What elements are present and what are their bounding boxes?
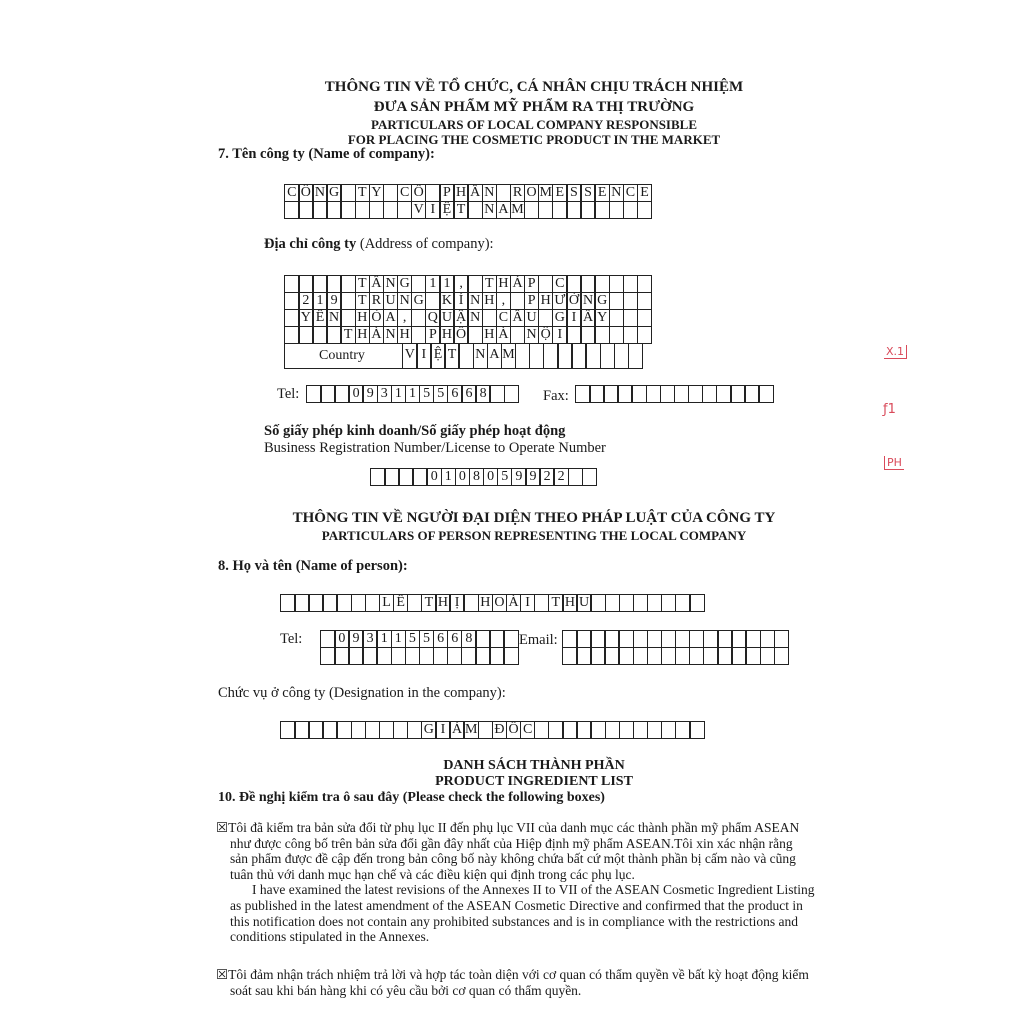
form-cell[interactable]: Ê bbox=[393, 594, 409, 612]
form-cell[interactable]: 0 bbox=[455, 468, 471, 486]
form-cell[interactable]: , bbox=[453, 275, 469, 293]
form-cell[interactable]: E bbox=[594, 184, 610, 202]
form-cell[interactable]: 1 bbox=[425, 275, 441, 293]
form-cell[interactable] bbox=[628, 343, 644, 369]
form-cell[interactable]: L bbox=[379, 594, 395, 612]
person-tel-row-2[interactable] bbox=[320, 647, 518, 665]
form-cell[interactable]: Q bbox=[425, 309, 441, 327]
form-cell[interactable]: N bbox=[467, 309, 483, 327]
form-cell[interactable]: 6 bbox=[461, 385, 477, 403]
address-label bbox=[264, 236, 494, 253]
form-cell[interactable] bbox=[637, 201, 653, 219]
form-cell[interactable]: 1 bbox=[441, 468, 457, 486]
form-cell[interactable]: H bbox=[482, 326, 498, 344]
form-cell[interactable]: Ị bbox=[449, 594, 465, 612]
person-tel-label: Tel: bbox=[280, 631, 303, 647]
form-cell[interactable]: T bbox=[355, 275, 371, 293]
form-cell[interactable]: 9 bbox=[511, 468, 527, 486]
form-cell[interactable]: C bbox=[520, 721, 536, 739]
company-name-label: 7. Tên công ty (Name of company): bbox=[218, 146, 435, 162]
decl1-vn-line: ☒Tôi đã kiểm tra bản sửa đổi từ phụ lục II đến phụ lục VII của danh mục các thành phần mỹ phẩm ASEAN bbox=[216, 820, 800, 835]
form-cell[interactable] bbox=[758, 385, 774, 403]
form-cell[interactable]: 5 bbox=[419, 630, 435, 648]
form-cell[interactable]: T bbox=[355, 292, 371, 310]
decl1-en-line: I have examined the latest revisions of the Annexes II to VII of the ASEAN Cosmetic Ingredient Listing bbox=[252, 882, 815, 898]
header-en-line2: FOR PLACING THE COSMETIC PRODUCT IN THE MARKET bbox=[347, 132, 721, 147]
form-cell[interactable]: G bbox=[326, 184, 342, 202]
form-cell[interactable]: H bbox=[478, 594, 494, 612]
declaration-paragraph-1 bbox=[216, 820, 856, 945]
form-cell[interactable]: 2 bbox=[539, 468, 555, 486]
form-cell[interactable]: Ổ bbox=[411, 184, 427, 202]
company-fax-label: Fax: bbox=[543, 388, 569, 404]
form-cell[interactable]: Y bbox=[369, 184, 385, 202]
address-row-3[interactable] bbox=[284, 309, 651, 327]
form-cell[interactable]: 2 bbox=[553, 468, 569, 486]
form-cell[interactable]: H bbox=[562, 594, 578, 612]
license-number-row[interactable] bbox=[370, 468, 596, 486]
company-fax-row[interactable] bbox=[575, 385, 773, 403]
form-cell[interactable]: V bbox=[402, 343, 418, 369]
form-cell[interactable] bbox=[689, 594, 705, 612]
form-cell[interactable]: I bbox=[416, 343, 432, 369]
form-cell[interactable]: Ấ bbox=[580, 309, 596, 327]
form-cell[interactable]: Ư bbox=[552, 292, 568, 310]
address-row-4[interactable] bbox=[284, 326, 651, 344]
form-cell[interactable]: 1 bbox=[439, 275, 455, 293]
form-cell[interactable] bbox=[503, 647, 519, 665]
form-cell[interactable]: , bbox=[397, 309, 413, 327]
form-cell[interactable]: H bbox=[496, 275, 512, 293]
form-cell[interactable] bbox=[774, 630, 790, 648]
form-cell[interactable]: N bbox=[312, 184, 328, 202]
ingredients-en: PRODUCT INGREDIENT LIST bbox=[435, 774, 633, 789]
form-cell[interactable]: N bbox=[397, 292, 413, 310]
person-name-label: 8. Họ và tên (Name of person): bbox=[218, 558, 408, 574]
form-cell[interactable]: À bbox=[369, 326, 385, 344]
rep-header-vn: THÔNG TIN VỀ NGƯỜI ĐẠI DIỆN THEO PHÁP LUẬT CỦA CÔNG TY bbox=[292, 510, 776, 526]
form-cell[interactable]: A bbox=[496, 201, 512, 219]
country-row[interactable] bbox=[402, 343, 642, 369]
form-cell[interactable]: C bbox=[284, 184, 300, 202]
form-cell[interactable]: Ệ bbox=[439, 201, 455, 219]
form-cell[interactable]: Ầ bbox=[510, 309, 526, 327]
form-cell[interactable]: Ê bbox=[312, 309, 328, 327]
form-cell[interactable]: T bbox=[548, 594, 564, 612]
address-row-1[interactable] bbox=[284, 275, 651, 293]
form-cell[interactable]: Ờ bbox=[566, 292, 582, 310]
form-cell[interactable]: T bbox=[355, 184, 371, 202]
margin-stamp-2: ƒ1 bbox=[883, 402, 896, 417]
form-cell[interactable]: 0 bbox=[483, 468, 499, 486]
form-cell[interactable]: C bbox=[496, 309, 512, 327]
form-cell[interactable]: H bbox=[482, 292, 498, 310]
form-cell[interactable]: G bbox=[421, 721, 437, 739]
form-cell[interactable]: S bbox=[580, 184, 596, 202]
person-email-row-1[interactable] bbox=[562, 630, 788, 648]
form-cell[interactable]: I bbox=[520, 594, 536, 612]
ingredients-vn: DANH SÁCH THÀNH PHẦN bbox=[443, 758, 625, 773]
person-email-label: Email: bbox=[519, 632, 558, 648]
form-cell[interactable]: 1 bbox=[405, 385, 421, 403]
form-cell[interactable]: 9 bbox=[525, 468, 541, 486]
form-cell[interactable]: M bbox=[539, 185, 552, 200]
check-boxes-label: 10. Đề nghị kiểm tra ô sau đây (Please check the following boxes) bbox=[218, 790, 605, 805]
form-cell[interactable]: Ô bbox=[298, 184, 314, 202]
country-label-cell bbox=[284, 343, 403, 369]
country-label: Country bbox=[319, 348, 365, 363]
form-cell[interactable]: À bbox=[496, 326, 512, 344]
form-cell[interactable]: P bbox=[425, 326, 441, 344]
header-vn-line1: THÔNG TIN VỀ TỔ CHỨC, CÁ NHÂN CHỊU TRÁCH NHIỆM bbox=[324, 79, 744, 95]
address-label-en: (Address of company): bbox=[356, 236, 494, 252]
form-cell[interactable]: H bbox=[355, 326, 371, 344]
header-en-line1: PARTICULARS OF LOCAL COMPANY RESPONSIBLE bbox=[370, 117, 698, 132]
form-cell[interactable]: M bbox=[464, 722, 478, 737]
address-label-vn: Địa chỉ công ty bbox=[264, 236, 357, 252]
form-cell[interactable]: T bbox=[482, 275, 498, 293]
form-cell[interactable]: I bbox=[425, 201, 441, 219]
decl1-vn-line: sản phẩm được đề cập đến trong bản công bố này không chứa bất cứ một thành phần bị cấm nào và cũng bbox=[230, 851, 796, 867]
form-cell[interactable]: N bbox=[383, 275, 399, 293]
form-cell[interactable]: Y bbox=[594, 309, 610, 327]
person-name-row[interactable] bbox=[280, 594, 703, 612]
form-cell[interactable]: 8 bbox=[461, 630, 477, 648]
form-cell[interactable]: 3 bbox=[362, 630, 378, 648]
form-cell[interactable]: O bbox=[492, 594, 508, 612]
form-cell[interactable]: M bbox=[511, 202, 524, 217]
form-cell[interactable]: I bbox=[435, 721, 451, 739]
designation-label: Chức vụ ở công ty (Designation in the company): bbox=[218, 685, 506, 701]
form-cell[interactable]: Ầ bbox=[467, 184, 483, 202]
license-label-en: Business Registration Number/License to Operate Number bbox=[264, 440, 606, 456]
form-cell[interactable]: 1 bbox=[391, 385, 407, 403]
form-cell[interactable]: Đ bbox=[492, 721, 508, 739]
form-cell[interactable]: 5 bbox=[405, 630, 421, 648]
form-cell[interactable]: U bbox=[383, 292, 399, 310]
form-cell[interactable]: Ầ bbox=[369, 275, 385, 293]
form-cell[interactable]: P bbox=[524, 292, 540, 310]
form-cell[interactable]: 6 bbox=[433, 630, 449, 648]
form-cell[interactable]: C bbox=[623, 184, 639, 202]
form-cell[interactable]: E bbox=[552, 184, 568, 202]
form-cell[interactable]: T bbox=[444, 343, 460, 369]
rep-header-en: PARTICULARS OF PERSON REPRESENTING THE LOCAL COMPANY bbox=[321, 528, 747, 543]
form-cell[interactable]: N bbox=[482, 201, 498, 219]
form-cell[interactable]: Á bbox=[510, 275, 526, 293]
form-cell[interactable]: V bbox=[411, 201, 427, 219]
form-cell[interactable]: N bbox=[326, 309, 342, 327]
form-cell[interactable]: Í bbox=[453, 292, 469, 310]
form-cell[interactable]: U bbox=[524, 309, 540, 327]
form-cell[interactable]: 2 bbox=[298, 292, 314, 310]
form-cell[interactable]: E bbox=[637, 184, 653, 202]
decl1-vn-line: như được công bố trên bản sửa đổi gần đây nhất của Hiệp định mỹ phẩm ASEAN.Tôi xin xác nhận rằng bbox=[230, 835, 793, 851]
form-cell[interactable]: U bbox=[576, 594, 592, 612]
form-cell[interactable]: 8 bbox=[469, 468, 485, 486]
form-cell[interactable]: G bbox=[397, 275, 413, 293]
form-cell[interactable]: G bbox=[594, 292, 610, 310]
form-cell[interactable]: 1 bbox=[312, 292, 328, 310]
form-cell[interactable]: H bbox=[538, 292, 554, 310]
form-cell[interactable]: H bbox=[355, 309, 371, 327]
decl1-vn-line: tuân thủ với danh mục hạn chế và các điều kiện qui định trong các phụ lục. bbox=[230, 866, 635, 882]
form-cell[interactable] bbox=[774, 647, 790, 665]
form-cell[interactable] bbox=[504, 385, 520, 403]
form-cell[interactable]: À bbox=[506, 594, 522, 612]
form-cell[interactable]: 6 bbox=[447, 385, 463, 403]
form-cell[interactable]: 0 bbox=[334, 630, 350, 648]
company-name-row-1[interactable] bbox=[284, 184, 651, 202]
decl2-vn-line: soát sau khi bán hàng khi có yêu cầu bởi cơ quan có thẩm quyền. bbox=[230, 982, 582, 998]
form-cell[interactable]: R bbox=[510, 184, 526, 202]
form-cell[interactable]: 8 bbox=[475, 385, 491, 403]
form-cell[interactable]: T bbox=[453, 201, 469, 219]
form-cell[interactable]: N bbox=[482, 184, 498, 202]
form-cell[interactable]: 6 bbox=[447, 630, 463, 648]
form-cell[interactable]: C bbox=[552, 275, 568, 293]
form-cell[interactable] bbox=[582, 468, 598, 486]
decl1-en-line: conditions stipulated in the Annexes. bbox=[230, 929, 430, 945]
form-cell[interactable]: A bbox=[487, 343, 503, 369]
form-cell[interactable]: 5 bbox=[433, 385, 449, 403]
form-cell[interactable]: 5 bbox=[419, 385, 435, 403]
form-cell[interactable]: S bbox=[566, 184, 582, 202]
address-row-2[interactable] bbox=[284, 292, 651, 310]
form-cell[interactable]: 0 bbox=[426, 468, 442, 486]
form-cell[interactable] bbox=[637, 292, 653, 310]
form-cell[interactable]: Ệ bbox=[430, 343, 446, 369]
form-cell[interactable]: N bbox=[609, 184, 625, 202]
form-cell[interactable]: H bbox=[435, 594, 451, 612]
form-cell[interactable]: , bbox=[496, 292, 512, 310]
form-cell[interactable] bbox=[637, 309, 653, 327]
company-tel-row[interactable] bbox=[306, 385, 518, 403]
form-cell[interactable]: N bbox=[467, 292, 483, 310]
form-cell[interactable]: N bbox=[473, 343, 489, 369]
form-cell[interactable]: Y bbox=[298, 309, 314, 327]
form-cell[interactable]: P bbox=[524, 275, 540, 293]
form-cell[interactable]: I bbox=[552, 326, 568, 344]
form-cell[interactable]: M bbox=[501, 343, 517, 369]
form-cell[interactable]: 5 bbox=[497, 468, 513, 486]
form-cell[interactable]: Ố bbox=[506, 721, 522, 739]
form-cell[interactable]: H bbox=[453, 184, 469, 202]
form-cell[interactable]: N bbox=[524, 326, 540, 344]
form-cell[interactable]: Ố bbox=[453, 326, 469, 344]
form-cell[interactable]: H bbox=[439, 326, 455, 344]
form-cell[interactable]: A bbox=[383, 309, 399, 327]
form-cell[interactable]: 9 bbox=[362, 385, 378, 403]
form-cell[interactable]: I bbox=[566, 309, 582, 327]
form-cell[interactable]: H bbox=[397, 326, 413, 344]
form-cell[interactable]: O bbox=[524, 184, 540, 202]
decl1-en-line: as published in the latest amendment of the ASEAN Cosmetic Directive and confirmed that the product in bbox=[230, 897, 803, 913]
designation-row[interactable] bbox=[280, 721, 703, 739]
margin-stamp-3: PH bbox=[884, 456, 904, 470]
decl2-vn-line: ☒Tôi đảm nhận trách nhiệm trả lời và hợp tác toàn diện với cơ quan có thẩm quyền về bất kỳ hoạt động kiểm bbox=[216, 967, 809, 982]
form-cell[interactable] bbox=[503, 630, 519, 648]
company-name-row-2[interactable] bbox=[284, 201, 651, 219]
form-cell[interactable]: N bbox=[580, 292, 596, 310]
form-cell[interactable]: T bbox=[421, 594, 437, 612]
form-cell[interactable]: R bbox=[369, 292, 385, 310]
form-cell[interactable]: Ò bbox=[369, 309, 385, 327]
form-cell[interactable]: G bbox=[411, 292, 427, 310]
form-cell[interactable]: P bbox=[439, 184, 455, 202]
form-cell[interactable]: 1 bbox=[376, 630, 392, 648]
form-cell[interactable] bbox=[637, 275, 653, 293]
license-label-vn: Số giấy phép kinh doanh/Số giấy phép hoạt động bbox=[264, 423, 566, 439]
form-cell[interactable]: 3 bbox=[377, 385, 393, 403]
form-cell[interactable]: 9 bbox=[326, 292, 342, 310]
form-cell[interactable]: Ậ bbox=[453, 309, 469, 327]
form-cell[interactable]: U bbox=[439, 309, 455, 327]
form-cell[interactable]: 0 bbox=[348, 385, 364, 403]
form-cell[interactable] bbox=[637, 326, 653, 344]
person-email-row-2[interactable] bbox=[562, 647, 788, 665]
company-tel-label: Tel: bbox=[277, 386, 300, 402]
declaration-paragraph-2 bbox=[216, 967, 856, 998]
person-tel-row-1[interactable] bbox=[320, 630, 518, 648]
form-cell[interactable]: N bbox=[383, 326, 399, 344]
margin-stamp-1: X.1 bbox=[884, 345, 907, 359]
form-cell[interactable]: Á bbox=[449, 721, 465, 739]
form-cell[interactable]: K bbox=[439, 292, 455, 310]
form-cell[interactable]: Ộ bbox=[538, 326, 554, 344]
form-cell[interactable]: 1 bbox=[391, 630, 407, 648]
header-vn-line2: ĐƯA SẢN PHẨM MỸ PHẨM RA THỊ TRƯỜNG bbox=[373, 99, 695, 115]
form-cell[interactable]: T bbox=[340, 326, 356, 344]
form-cell[interactable] bbox=[689, 721, 705, 739]
form-cell[interactable]: C bbox=[397, 184, 413, 202]
decl1-en-line: this notification does not contain any prohibited substances and is in compliance with the restrictions and bbox=[230, 913, 799, 929]
form-cell[interactable]: G bbox=[552, 309, 568, 327]
form-cell[interactable]: 9 bbox=[348, 630, 364, 648]
